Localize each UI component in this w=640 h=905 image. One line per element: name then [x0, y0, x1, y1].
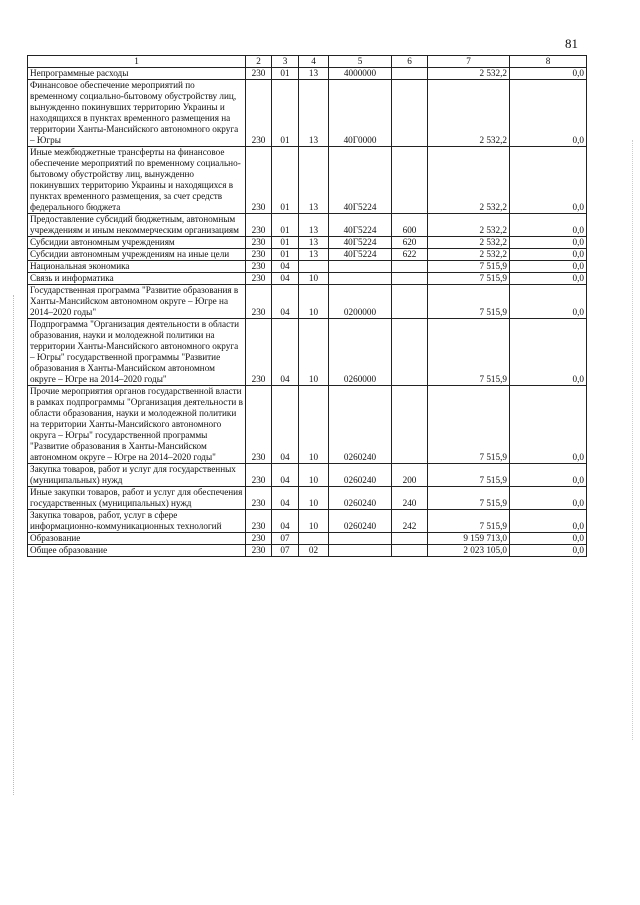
row-value-cell: 04 [272, 464, 299, 487]
row-value-cell: 13 [299, 68, 329, 80]
row-value-cell: 230 [246, 80, 272, 147]
row-name-cell: Иные межбюджетные трансферты на финансовое обеспечение мероприятий по временному социально-бытовому обустройству лиц, вынужденно покинувших территорию Украины и находящихся в пунктах временного размещения, за счет средств федерального бюджета [28, 147, 246, 214]
row-value-cell: 2 532,2 [428, 237, 510, 249]
row-value-cell: 40Г5224 [329, 214, 392, 237]
table-row [28, 510, 587, 533]
row-value-cell: 01 [272, 237, 299, 249]
row-value-cell: 2 023 105,0 [428, 545, 510, 557]
row-value-cell: 40Г5224 [329, 147, 392, 214]
row-name-cell: Закупка товаров, работ и услуг для государственных (муниципальных) нужд [28, 464, 246, 487]
row-value-cell: 0,0 [510, 533, 587, 545]
row-value-cell: 01 [272, 68, 299, 80]
row-value-cell: 9 159 713,0 [428, 533, 510, 545]
table-row [28, 273, 587, 285]
row-value-cell: 40Г5224 [329, 237, 392, 249]
row-value-cell: 0,0 [510, 510, 587, 533]
row-value-cell: 0260240 [329, 464, 392, 487]
row-name-cell: Образование [28, 533, 246, 545]
row-name-cell: Национальная экономика [28, 261, 246, 273]
row-value-cell: 230 [246, 147, 272, 214]
row-value-cell: 10 [299, 510, 329, 533]
row-value-cell: 04 [272, 285, 299, 319]
row-value-cell: 04 [272, 487, 299, 510]
row-value-cell: 622 [392, 249, 428, 261]
row-value-cell: 0,0 [510, 237, 587, 249]
row-value-cell: 10 [299, 273, 329, 285]
column-header: 7 [428, 56, 510, 68]
row-value-cell: 0260000 [329, 319, 392, 386]
row-value-cell: 230 [246, 510, 272, 533]
row-value-cell: 40Г0000 [329, 80, 392, 147]
row-name-cell: Предоставление субсидий бюджетным, автономным учреждениям и иным некоммерческим организациям [28, 214, 246, 237]
row-value-cell: 2 532,2 [428, 147, 510, 214]
row-value-cell: 0,0 [510, 147, 587, 214]
row-value-cell: 7 515,9 [428, 273, 510, 285]
page-number: 81 [565, 36, 578, 51]
row-value-cell: 0260240 [329, 487, 392, 510]
table-row [28, 147, 587, 214]
row-value-cell: 04 [272, 386, 299, 464]
row-value-cell: 230 [246, 261, 272, 273]
row-value-cell: 01 [272, 214, 299, 237]
table-row [28, 261, 587, 273]
row-value-cell: 600 [392, 214, 428, 237]
column-header: 4 [299, 56, 329, 68]
table-row [28, 464, 587, 487]
row-value-cell [392, 319, 428, 386]
row-name-cell: Непрограммные расходы [28, 68, 246, 80]
row-value-cell: 7 515,9 [428, 319, 510, 386]
column-header: 5 [329, 56, 392, 68]
table-row [28, 249, 587, 261]
column-header: 1 [28, 56, 246, 68]
row-name-cell: Иные закупки товаров, работ и услуг для обеспечения государственных (муниципальных) нужд [28, 487, 246, 510]
row-value-cell [299, 533, 329, 545]
row-value-cell [329, 261, 392, 273]
row-value-cell: 13 [299, 147, 329, 214]
column-header: 8 [510, 56, 587, 68]
table-row [28, 68, 587, 80]
row-name-cell: Государственная программа "Развитие образования в Ханты-Мансийском автономном округе – Югре на 2014–2020 годы" [28, 285, 246, 319]
row-value-cell: 10 [299, 319, 329, 386]
budget-table [27, 55, 587, 557]
row-value-cell: 230 [246, 319, 272, 386]
row-value-cell: 0,0 [510, 285, 587, 319]
row-value-cell: 02 [299, 545, 329, 557]
row-name-cell: Прочие мероприятия органов государственной власти в рамках подпрограммы "Организация деятельности в области образования, науки и молодежной политики на территории Ханты-Мансийского автономного округа – Югры" государственной программы "Развитие образования в Ханты-Мансийском автономном округе – Югре на 2014–2020 годы" [28, 386, 246, 464]
row-value-cell: 200 [392, 464, 428, 487]
table-body [28, 68, 587, 557]
row-value-cell: 2 532,2 [428, 249, 510, 261]
row-value-cell: 01 [272, 147, 299, 214]
row-value-cell [329, 533, 392, 545]
row-value-cell: 13 [299, 214, 329, 237]
row-value-cell: 10 [299, 386, 329, 464]
row-value-cell [392, 545, 428, 557]
row-value-cell [392, 80, 428, 147]
row-value-cell [392, 285, 428, 319]
column-header: 2 [246, 56, 272, 68]
row-value-cell: 0,0 [510, 68, 587, 80]
row-value-cell [329, 273, 392, 285]
row-value-cell: 230 [246, 249, 272, 261]
row-name-cell: Финансовое обеспечение мероприятий по временному социально-бытовому обустройству лиц, вынужденно покинувших территорию Украины и находящихся в пунктах временного размещения на территории Ханты-Мансийского автономного округа – Югры [28, 80, 246, 147]
row-value-cell [329, 545, 392, 557]
row-name-cell: Общее образование [28, 545, 246, 557]
row-value-cell: 7 515,9 [428, 510, 510, 533]
row-value-cell: 7 515,9 [428, 261, 510, 273]
row-value-cell: 230 [246, 464, 272, 487]
row-value-cell: 07 [272, 533, 299, 545]
row-name-cell: Связь и информатика [28, 273, 246, 285]
row-value-cell: 13 [299, 80, 329, 147]
row-value-cell [392, 147, 428, 214]
table-row [28, 319, 587, 386]
column-header: 6 [392, 56, 428, 68]
table-row [28, 237, 587, 249]
row-value-cell: 0,0 [510, 545, 587, 557]
row-value-cell: 2 532,2 [428, 80, 510, 147]
row-name-cell: Закупка товаров, работ, услуг в сфере информационно-коммуникационных технологий [28, 510, 246, 533]
scan-edge-mark-right [632, 140, 634, 740]
row-value-cell: 4000000 [329, 68, 392, 80]
row-value-cell: 230 [246, 273, 272, 285]
row-value-cell: 04 [272, 319, 299, 386]
row-value-cell: 0,0 [510, 80, 587, 147]
row-value-cell [392, 386, 428, 464]
row-value-cell: 04 [272, 261, 299, 273]
row-value-cell: 230 [246, 386, 272, 464]
row-value-cell [392, 273, 428, 285]
row-value-cell: 620 [392, 237, 428, 249]
row-value-cell: 07 [272, 545, 299, 557]
row-value-cell: 0,0 [510, 386, 587, 464]
row-value-cell: 230 [246, 68, 272, 80]
table-row [28, 80, 587, 147]
row-value-cell: 0260240 [329, 386, 392, 464]
row-value-cell: 13 [299, 237, 329, 249]
row-value-cell: 01 [272, 80, 299, 147]
row-name-cell: Субсидии автономным учреждениям на иные цели [28, 249, 246, 261]
table-row [28, 214, 587, 237]
row-value-cell: 230 [246, 487, 272, 510]
row-value-cell: 7 515,9 [428, 464, 510, 487]
row-value-cell: 04 [272, 510, 299, 533]
row-value-cell [392, 533, 428, 545]
row-value-cell: 230 [246, 545, 272, 557]
row-value-cell: 0,0 [510, 273, 587, 285]
row-value-cell: 240 [392, 487, 428, 510]
column-number-row [28, 56, 587, 68]
row-value-cell: 7 515,9 [428, 487, 510, 510]
row-value-cell: 2 532,2 [428, 68, 510, 80]
row-value-cell: 10 [299, 285, 329, 319]
row-value-cell: 10 [299, 464, 329, 487]
row-value-cell: 230 [246, 237, 272, 249]
row-value-cell: 40Г5224 [329, 249, 392, 261]
row-value-cell: 01 [272, 249, 299, 261]
row-value-cell: 7 515,9 [428, 386, 510, 464]
row-value-cell: 0,0 [510, 319, 587, 386]
row-value-cell: 230 [246, 214, 272, 237]
row-value-cell: 242 [392, 510, 428, 533]
row-value-cell [392, 68, 428, 80]
table-row [28, 533, 587, 545]
row-value-cell: 0,0 [510, 487, 587, 510]
table-row [28, 545, 587, 557]
row-value-cell: 0,0 [510, 249, 587, 261]
row-value-cell: 230 [246, 285, 272, 319]
table-row [28, 386, 587, 464]
column-header: 3 [272, 56, 299, 68]
table-row [28, 487, 587, 510]
row-name-cell: Субсидии автономным учреждениям [28, 237, 246, 249]
row-value-cell [299, 261, 329, 273]
row-value-cell [392, 261, 428, 273]
row-value-cell: 0200000 [329, 285, 392, 319]
row-value-cell: 230 [246, 533, 272, 545]
scan-edge-mark [13, 295, 15, 795]
row-value-cell: 13 [299, 249, 329, 261]
row-value-cell: 0,0 [510, 261, 587, 273]
row-value-cell: 04 [272, 273, 299, 285]
row-value-cell: 0,0 [510, 464, 587, 487]
table-row [28, 285, 587, 319]
row-value-cell: 0260240 [329, 510, 392, 533]
row-value-cell: 0,0 [510, 214, 587, 237]
row-value-cell: 2 532,2 [428, 214, 510, 237]
row-value-cell: 10 [299, 487, 329, 510]
row-value-cell: 7 515,9 [428, 285, 510, 319]
row-name-cell: Подпрограмма "Организация деятельности в области образования, науки и молодежной политики на территории Ханты-Мансийского автономного округа – Югры" государственной программы "Развитие образования в Ханты-Мансийском автономном округе – Югре на 2014–2020 годы" [28, 319, 246, 386]
